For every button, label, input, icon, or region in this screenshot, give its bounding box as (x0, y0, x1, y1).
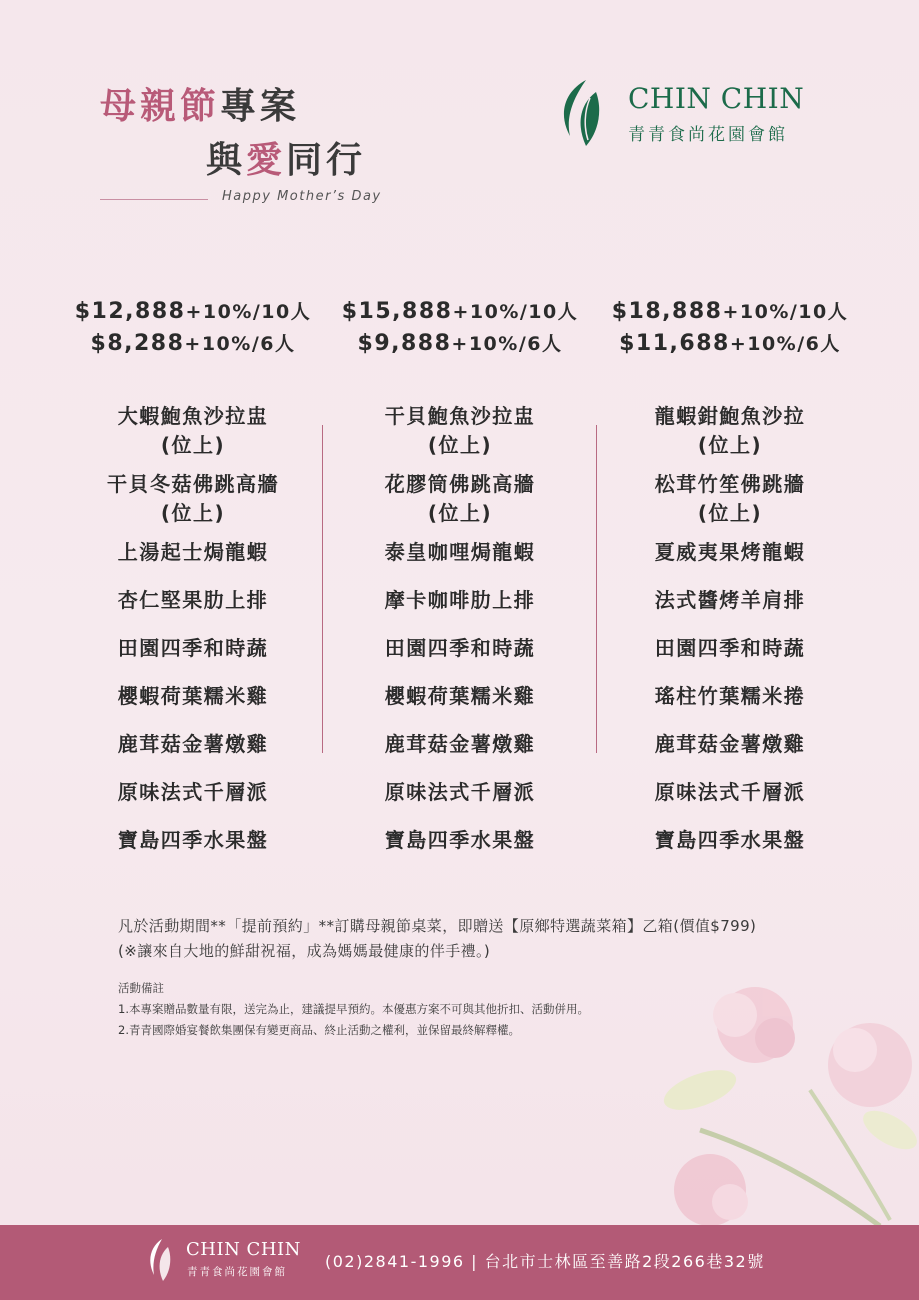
dish-list (595, 402, 865, 874)
dish-name: 原味法式千層派 (654, 780, 806, 804)
dish-name: 櫻蝦荷葉糯米雞 (117, 684, 269, 708)
price-suffix: +10%/6人 (184, 333, 296, 355)
list-item (325, 634, 595, 682)
dish-name: 鹿茸菇金薯燉雞 (384, 732, 536, 756)
list-item (595, 730, 865, 778)
page-title-line1 (100, 78, 300, 129)
column-divider (322, 425, 323, 753)
tagline: Happy Mother’s Day (222, 189, 382, 204)
list-item (325, 470, 595, 538)
price-amount: $15,888 (341, 299, 453, 324)
list-item (58, 470, 328, 538)
dish-name: 干貝冬菇佛跳高牆 (107, 472, 279, 496)
price-amount: $9,888 (357, 331, 452, 356)
dish-name: 寶島四季水果盤 (654, 828, 806, 852)
promo-line: 凡於活動期間**「提前預約」**訂購母親節桌菜，即贈送【原鄉特選蔬菜箱】乙箱(價值$799) (118, 917, 757, 935)
page-title-line2 (206, 132, 366, 183)
list-item (325, 586, 595, 634)
footer-brand-zh: 青青食尚花園會館 (187, 1266, 287, 1278)
dish-name: 干貝鮑魚沙拉盅 (384, 404, 536, 428)
price-10-persons (595, 296, 865, 328)
price-10-persons (58, 296, 328, 328)
list-item (58, 402, 328, 470)
list-item (58, 634, 328, 682)
dish-name: 寶島四季水果盤 (384, 828, 536, 852)
price-amount: $12,888 (74, 299, 186, 324)
promo-text (118, 914, 756, 964)
price-suffix: +10%/10人 (452, 301, 579, 323)
list-item (325, 402, 595, 470)
list-item (58, 586, 328, 634)
price-suffix: +10%/10人 (185, 301, 312, 323)
brand-name-en: CHIN CHIN (628, 82, 805, 115)
dish-name: 原味法式千層派 (384, 780, 536, 804)
dish-list (325, 402, 595, 874)
price-6-persons (58, 328, 328, 360)
price-suffix: +10%/6人 (729, 333, 841, 355)
price-amount: $11,688 (619, 331, 730, 356)
list-item (325, 826, 595, 874)
list-item (595, 778, 865, 826)
dish-name: 大蝦鮑魚沙拉盅 (117, 404, 269, 428)
list-item (595, 470, 865, 538)
list-item (595, 586, 865, 634)
notes-item: 2.青青國際婚宴餐飲集團保有變更商品、終止活動之權利，並保留最終解釋權。 (118, 1023, 520, 1037)
dish-name: 瑤柱竹葉糯米捲 (654, 684, 806, 708)
menu-column-1 (58, 296, 328, 874)
price-10-persons (325, 296, 595, 328)
title-accent-love: 愛 (246, 140, 287, 181)
brand-name-zh: 青青食尚花園會館 (628, 125, 788, 145)
title-pre: 與 (206, 140, 247, 181)
price-6-persons (595, 328, 865, 360)
list-item (325, 730, 595, 778)
dish-name: 田園四季和時蔬 (117, 636, 269, 660)
dish-name: 田園四季和時蔬 (654, 636, 806, 660)
dish-list (58, 402, 328, 874)
column-divider (596, 425, 597, 753)
price-suffix: +10%/10人 (722, 301, 849, 323)
list-item (325, 682, 595, 730)
dish-name: 寶島四季水果盤 (117, 828, 269, 852)
dish-note: (位上) (697, 501, 763, 525)
tagline-divider (100, 199, 208, 200)
dish-name: 上湯起士焗龍蝦 (117, 540, 269, 564)
footer-contact: (02)2841-1996 | 台北市士林區至善路2段266巷32號 (325, 1252, 765, 1271)
dish-name: 法式醬烤羊肩排 (654, 588, 806, 612)
dish-note: (位上) (697, 433, 763, 457)
list-item (595, 538, 865, 586)
dish-name: 松茸竹笙佛跳牆 (654, 472, 806, 496)
dish-name: 泰皇咖哩焗龍蝦 (384, 540, 536, 564)
notes-heading: 活動備註 (118, 981, 164, 995)
dish-note: (位上) (427, 501, 493, 525)
dish-name: 摩卡咖啡肋上排 (384, 588, 536, 612)
price-6-persons (325, 328, 595, 360)
leaf-logo-icon (146, 1238, 174, 1282)
list-item (58, 826, 328, 874)
footer-brand-en: CHIN CHIN (186, 1239, 301, 1260)
dish-name: 原味法式千層派 (117, 780, 269, 804)
dish-note: (位上) (160, 501, 226, 525)
title-accent-mothers-day: 母親節 (100, 86, 221, 127)
dish-name: 夏威夷果烤龍蝦 (654, 540, 806, 564)
list-item (325, 778, 595, 826)
menu-column-3 (595, 296, 865, 874)
footer-bar (0, 1225, 919, 1300)
leaf-logo-icon (556, 78, 608, 148)
list-item (58, 730, 328, 778)
promo-line: (※讓來自大地的鮮甜祝福，成為媽媽最健康的伴手禮。) (118, 942, 491, 960)
dish-name: 鹿茸菇金薯燉雞 (117, 732, 269, 756)
title-rest: 專案 (220, 86, 301, 127)
brand-logo (556, 78, 836, 148)
list-item (325, 538, 595, 586)
menu-column-2 (325, 296, 595, 874)
list-item (595, 634, 865, 682)
price-amount: $18,888 (611, 299, 723, 324)
list-item (58, 538, 328, 586)
dish-name: 田園四季和時蔬 (384, 636, 536, 660)
event-notes (118, 978, 589, 1041)
carnation-flowers-illustration (640, 980, 919, 1226)
dish-note: (位上) (160, 433, 226, 457)
price-amount: $8,288 (90, 331, 185, 356)
list-item (595, 402, 865, 470)
dish-name: 龍蝦鉗鮑魚沙拉 (654, 404, 806, 428)
list-item (58, 778, 328, 826)
list-item (595, 826, 865, 874)
dish-name: 杏仁堅果肋上排 (117, 588, 269, 612)
dish-name: 櫻蝦荷葉糯米雞 (384, 684, 536, 708)
notes-item: 1.本專案贈品數量有限，送完為止，建議提早預約。本優惠方案不可與其他折扣、活動併用。 (118, 1002, 589, 1016)
dish-note: (位上) (427, 433, 493, 457)
list-item (595, 682, 865, 730)
title-post: 同行 (286, 140, 367, 181)
dish-name: 花膠筒佛跳高牆 (384, 472, 536, 496)
price-suffix: +10%/6人 (451, 333, 563, 355)
dish-name: 鹿茸菇金薯燉雞 (654, 732, 806, 756)
list-item (58, 682, 328, 730)
